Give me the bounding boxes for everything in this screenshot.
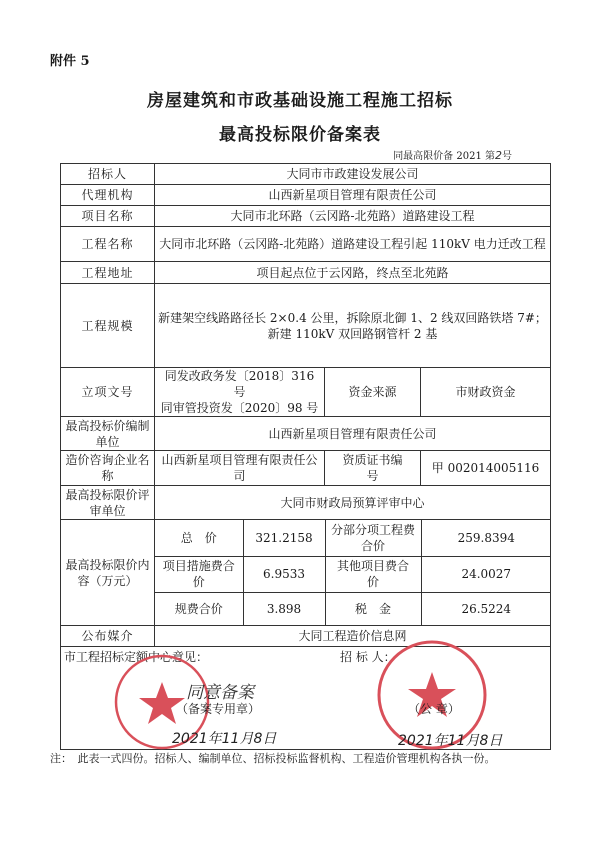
title-line2: 最高投标限价备案表: [219, 125, 381, 145]
agency-value: 山西新星项目管理有限责任公司: [155, 185, 551, 206]
consult-value: 山西新星项目管理有限责任公司: [155, 451, 325, 486]
project-name-label: 项目名称: [61, 206, 155, 227]
doc-number-suffix: 号: [502, 151, 512, 162]
price-grid-cell: [155, 520, 551, 626]
other-price-value: 24.0027: [421, 556, 551, 592]
tax-value: 26.5224: [421, 592, 551, 625]
tax-label: 税 金: [325, 592, 421, 625]
fee-price-value: 3.898: [243, 592, 325, 625]
tenderer-sign-label: 招 标 人：: [340, 650, 396, 664]
subitem-price-value: 259.8394: [421, 520, 551, 556]
left-date: 2021年11月8日: [172, 731, 277, 747]
annex-label: 附件 5: [50, 54, 90, 69]
measure-price-label: 项目措施费合 价: [155, 556, 243, 592]
work-address-value: 项目起点位于云冈路，终点至北苑路: [155, 262, 551, 284]
media-label: 公布媒介: [61, 626, 155, 647]
other-price-label: 其他项目费合 价: [325, 556, 421, 592]
measure-price-value: 6.9533: [243, 556, 325, 592]
approval-number-2: 同审管投资发〔2020〕98 号: [160, 401, 319, 415]
total-price-label: 总 价: [155, 520, 243, 556]
approval-value: [155, 368, 325, 417]
work-name-value: 大同市北环路（云冈路-北苑路）道路建设工程引起 110kV 电力迁改工程: [155, 227, 551, 262]
approval-handwriting: 同意备案: [186, 683, 254, 703]
fund-source-value: 市财政资金: [421, 368, 551, 417]
compiler-label: 最高投标价编制单位: [61, 417, 155, 451]
engineering-center-opinion-label: 市工程招标定额中心意见：: [64, 650, 209, 664]
price-grid: [155, 520, 551, 625]
footer-note: 注： 此表一式四份。招标人、编制单位、招标投标监督机构、工程造价管理机构各执一份。: [50, 752, 496, 765]
review-label: 最高投标限价评审单位: [61, 486, 155, 520]
scale-label: 工程规模: [61, 284, 155, 368]
price-label: 最高投标限价内容（万元）: [61, 520, 155, 626]
compiler-value: 山西新星项目管理有限责任公司: [155, 417, 551, 451]
review-value: 大同市财政局预算评审中心: [155, 486, 551, 520]
tenderer-label: 招标人: [61, 164, 155, 185]
work-address-label: 工程地址: [61, 262, 155, 284]
project-name-value: 大同市北环路（云冈路-北苑路）道路建设工程: [155, 206, 551, 227]
doc-number-prefix: 同最高限价备 2021 第: [393, 151, 495, 162]
title-line1: 房屋建筑和市政基础设施工程施工招标: [147, 91, 453, 111]
approval-number-1: 同发改政务发〔2018〕316 号: [164, 369, 315, 399]
cert-label: 资质证书编 号: [325, 451, 421, 486]
doc-number: [393, 147, 512, 162]
right-date: 2021年11月8日: [398, 733, 503, 749]
fee-price-label: 规费合价: [155, 592, 243, 625]
consult-label: 造价咨询企业名称: [61, 451, 155, 486]
doc-number-handwritten: 2: [495, 149, 502, 162]
tenderer-value: 大同市市政建设发展公司: [155, 164, 551, 185]
work-name-label: 工程名称: [61, 227, 155, 262]
media-value: 大同工程造价信息网: [155, 626, 551, 647]
agency-label: 代理机构: [61, 185, 155, 206]
subitem-price-label: 分部分项工程费合价: [325, 520, 421, 556]
fund-source-label: 资金来源: [325, 368, 421, 417]
official-seal-note: （公 章）: [408, 702, 460, 716]
filing-seal-note: （备案专用章）: [176, 702, 261, 716]
total-price-value: 321.2158: [243, 520, 325, 556]
cert-value: 甲 002014005116: [421, 451, 551, 486]
scale-value: 新建架空线路路径长 2×0.4 公里，拆除原北御 1、2 线双回路铁塔 7#；新建 110kV 双回路钢管杆 2 基: [155, 284, 551, 368]
approval-label: 立项文号: [61, 368, 155, 417]
